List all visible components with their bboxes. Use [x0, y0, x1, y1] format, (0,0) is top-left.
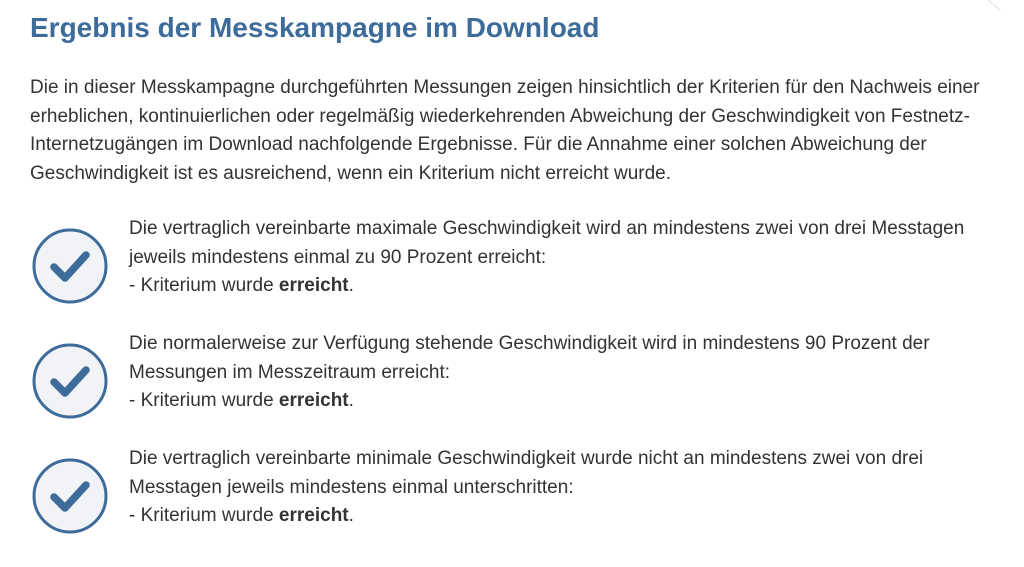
- result-prefix: - Kriterium wurde: [129, 505, 279, 526]
- check-circle-icon: [31, 457, 109, 535]
- criterion-description: [129, 330, 999, 416]
- result-prefix: - Kriterium wurde: [129, 390, 279, 411]
- criterion-item: [30, 330, 1005, 445]
- result-suffix: .: [348, 275, 354, 296]
- criterion-item: [30, 445, 1005, 560]
- page-title: Ergebnis der Messkampagne im Download: [30, 12, 600, 43]
- result-value: erreicht: [278, 275, 349, 296]
- check-circle-icon: [31, 342, 109, 420]
- result-suffix: .: [348, 505, 354, 526]
- download-result-section: [30, 0, 1005, 560]
- result-value: erreicht: [278, 390, 349, 411]
- criterion-text: Die vertraglich vereinbarte minimale Geschwindigkeit wurde nicht an mindestens zwei von drei Messtagen jeweils mindestens einmal unterschritten:: [129, 448, 924, 498]
- criterion-result: [129, 272, 999, 301]
- result-prefix: - Kriterium wurde: [129, 275, 279, 296]
- result-value: erreicht: [278, 505, 349, 526]
- criterion-result: [129, 387, 999, 416]
- check-circle-icon: [31, 227, 109, 305]
- criteria-list: [30, 215, 1005, 560]
- criterion-description: [129, 215, 999, 301]
- criterion-item: [30, 215, 1005, 330]
- criterion-description: [129, 445, 999, 531]
- criterion-result: [129, 502, 999, 531]
- criterion-text: Die vertraglich vereinbarte maximale Geschwindigkeit wird an mindestens zwei von drei Messtagen jeweils mindestens einmal zu 90 Prozent erreicht:: [129, 218, 965, 268]
- intro-paragraph: Die in dieser Messkampagne durchgeführten Messungen zeigen hinsichtlich der Kriterien für den Nachweis einer erheblichen, kontinuierlichen oder regelmäßig wiederkehrenden Abweichung der Geschwindigkeit von Festnetz-Internetzugängen im Download nachfolgende Ergebnisse. Für die Annahme einer solchen Abweichung der Geschwindigkeit ist es ausreichend, wenn ein Kriterium nicht erreicht wurde.: [30, 77, 980, 184]
- criterion-text: Die normalerweise zur Verfügung stehende Geschwindigkeit wird in mindestens 90 Prozent der Messungen im Messzeitraum erreicht:: [129, 333, 930, 383]
- result-suffix: .: [348, 390, 354, 411]
